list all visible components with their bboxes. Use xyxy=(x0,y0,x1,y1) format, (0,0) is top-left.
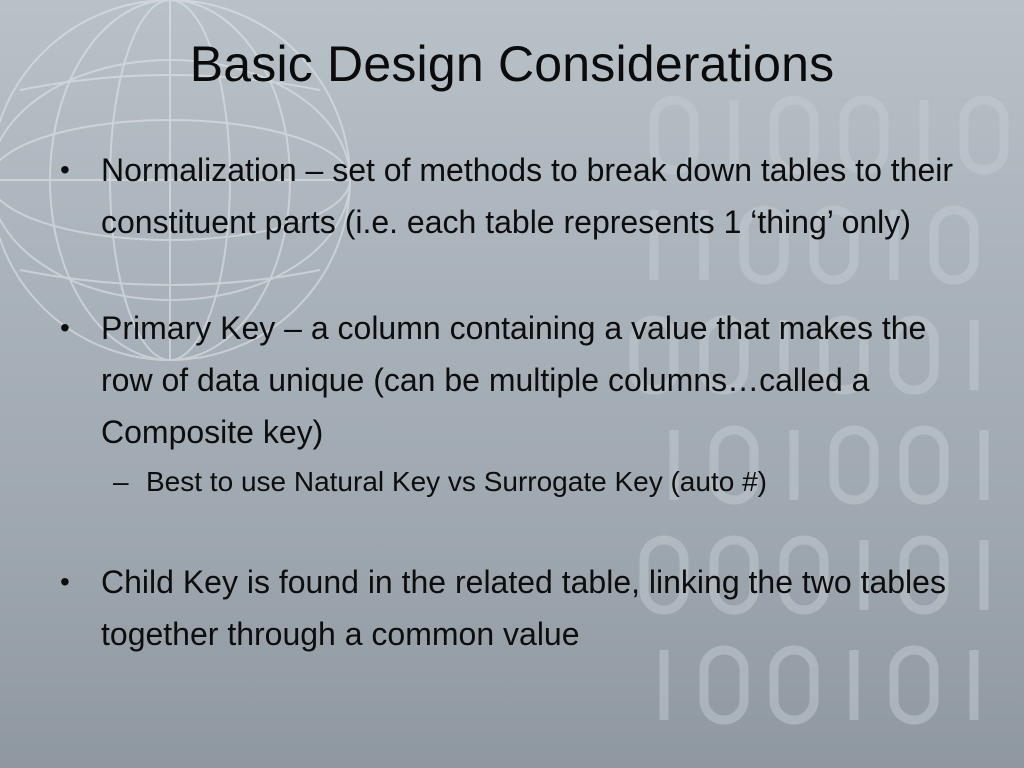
bullet-text: Normalization – set of methods to break down tables to their constituent parts (i.e. each table represents 1 ‘thing’ only) xyxy=(101,152,953,240)
bullet-marker: • xyxy=(60,312,70,343)
sub-bullet-marker: – xyxy=(113,466,129,497)
slide-title: Basic Design Considerations xyxy=(189,36,835,92)
sub-bullet-text: Best to use Natural Key vs Surrogate Key (auto #) xyxy=(146,466,767,497)
bullet-normalization xyxy=(58,144,958,248)
bullet-child-key xyxy=(58,556,958,660)
bullet-text: Primary Key – a column containing a value that makes the row of data unique (can be multiple columns…called a Composite key) xyxy=(101,310,927,450)
bullet-marker: • xyxy=(60,154,70,185)
sub-bullet-natural-key xyxy=(58,462,958,502)
bullet-primary-key xyxy=(58,302,958,458)
bullet-text: Child Key is found in the related table, linking the two tables together through a common value xyxy=(101,564,946,652)
bullet-marker: • xyxy=(60,566,70,597)
bullet-list xyxy=(58,144,958,660)
